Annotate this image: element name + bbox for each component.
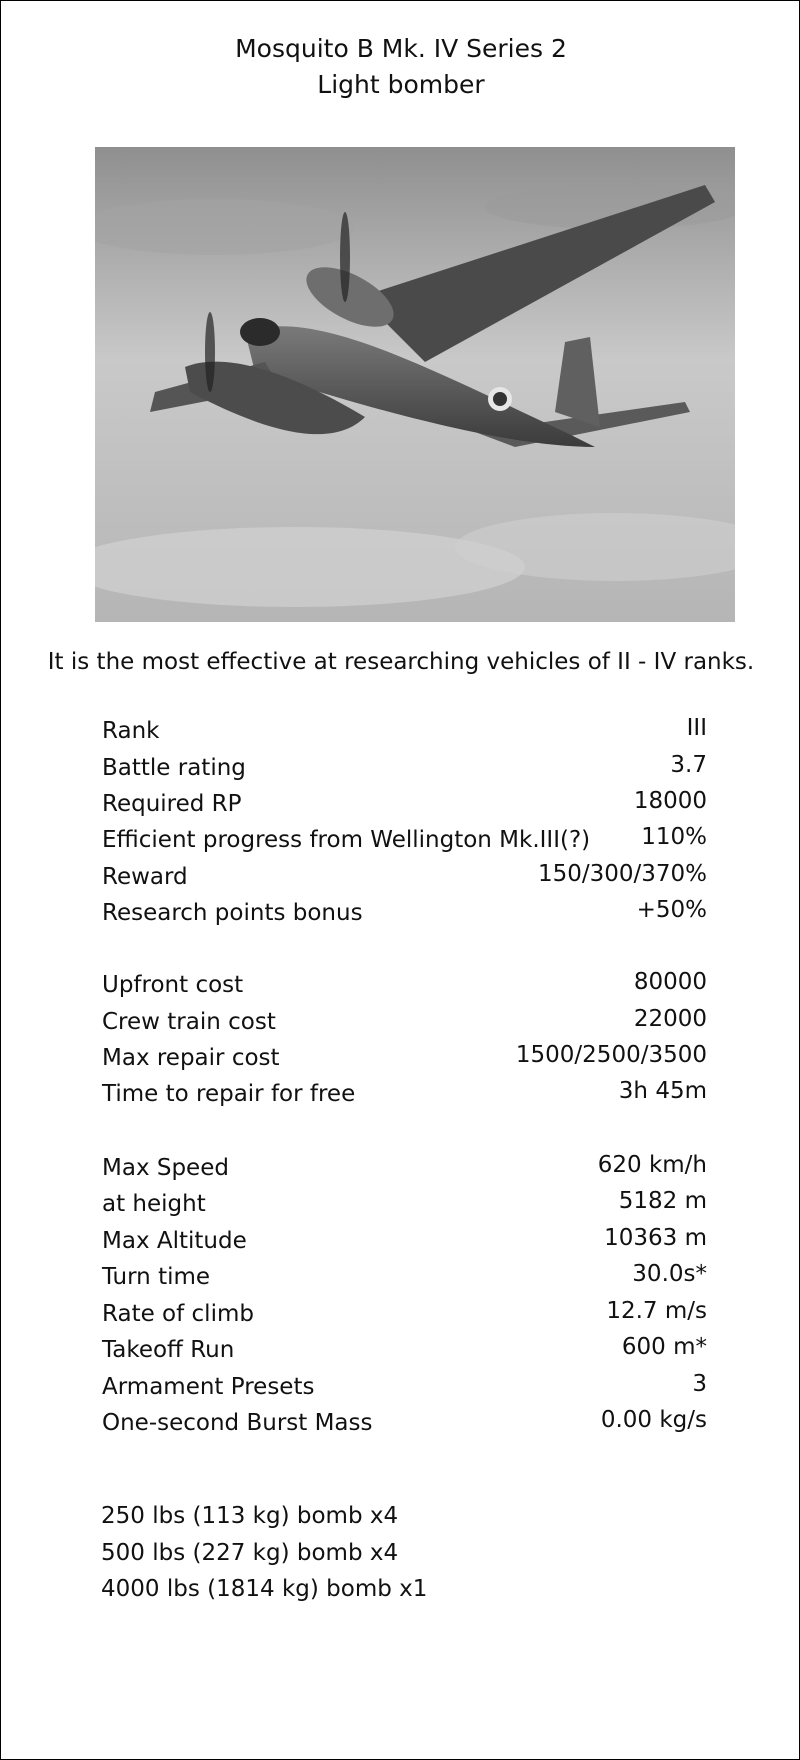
stat-row: [102, 967, 707, 1003]
stat-value: +50%: [636, 897, 707, 923]
stat-label: Required RP: [102, 791, 242, 817]
stat-row: [102, 1150, 707, 1186]
weapon-item: 250 lbs (113 kg) bomb x4: [101, 1503, 399, 1529]
stat-row: [102, 1296, 707, 1332]
stat-label: Efficient progress from Wellington Mk.III(?): [102, 827, 591, 853]
stat-label: Rate of climb: [102, 1301, 254, 1327]
stat-value: 1500/2500/3500: [515, 1042, 707, 1068]
stat-row: [102, 1405, 707, 1441]
stat-label: Max Speed: [102, 1155, 229, 1181]
stat-value: 0.00 kg/s: [600, 1407, 707, 1433]
stat-label: Research points bonus: [102, 900, 363, 926]
stat-row: [102, 1076, 707, 1112]
stat-row: [102, 786, 707, 822]
stat-row: [102, 1369, 707, 1405]
stat-value: 10363 m: [604, 1225, 707, 1251]
stat-value: 12.7 m/s: [606, 1298, 707, 1324]
stat-value: 22000: [633, 1006, 707, 1032]
stat-label: Rank: [102, 718, 160, 744]
stat-value: III: [686, 715, 707, 741]
stat-row: [102, 859, 707, 895]
stat-label: Armament Presets: [102, 1374, 315, 1400]
stat-label: Reward: [102, 864, 188, 890]
stat-row: [102, 1259, 707, 1295]
stat-label: Max repair cost: [102, 1045, 280, 1071]
stat-row: [102, 1223, 707, 1259]
stat-value: 5182 m: [618, 1188, 707, 1214]
stat-row: [102, 750, 707, 786]
vehicle-class: Light bomber: [317, 70, 485, 99]
stat-label: at height: [102, 1191, 206, 1217]
stat-value: 150/300/370%: [537, 861, 707, 887]
weapon-item: 4000 lbs (1814 kg) bomb x1: [101, 1576, 428, 1602]
stat-label: Battle rating: [102, 755, 246, 781]
stat-value: 3: [692, 1371, 707, 1397]
stat-row: [102, 1040, 707, 1076]
stat-row: [102, 1332, 707, 1368]
stat-value: 3.7: [670, 752, 707, 778]
stat-row: [102, 1004, 707, 1040]
stat-value: 18000: [633, 788, 707, 814]
weapon-item: 500 lbs (227 kg) bomb x4: [101, 1540, 399, 1566]
stat-label: One-second Burst Mass: [102, 1410, 373, 1436]
stat-label: Takeoff Run: [102, 1337, 235, 1363]
stat-row: [102, 713, 707, 749]
stat-value: 3h 45m: [618, 1078, 707, 1104]
stat-value: 80000: [633, 969, 707, 995]
stat-value: 110%: [641, 824, 707, 850]
stat-row: [102, 822, 707, 858]
stat-label: Crew train cost: [102, 1009, 276, 1035]
stat-value: 30.0s*: [632, 1261, 707, 1287]
stat-row: [102, 1186, 707, 1222]
stat-label: Time to repair for free: [102, 1081, 356, 1107]
research-description: It is the most effective at researching vehicles of II - IV ranks.: [47, 649, 755, 675]
stat-label: Max Altitude: [102, 1228, 247, 1254]
aircraft-photo: [95, 147, 735, 622]
stat-row: [102, 895, 707, 931]
stat-value: 600 m*: [621, 1334, 707, 1360]
stat-value: 620 km/h: [597, 1152, 707, 1178]
vehicle-name: Mosquito B Mk. IV Series 2: [235, 34, 567, 63]
stat-label: Turn time: [102, 1264, 211, 1290]
stat-label: Upfront cost: [102, 972, 244, 998]
aircraft-photo-icon: [95, 147, 735, 622]
